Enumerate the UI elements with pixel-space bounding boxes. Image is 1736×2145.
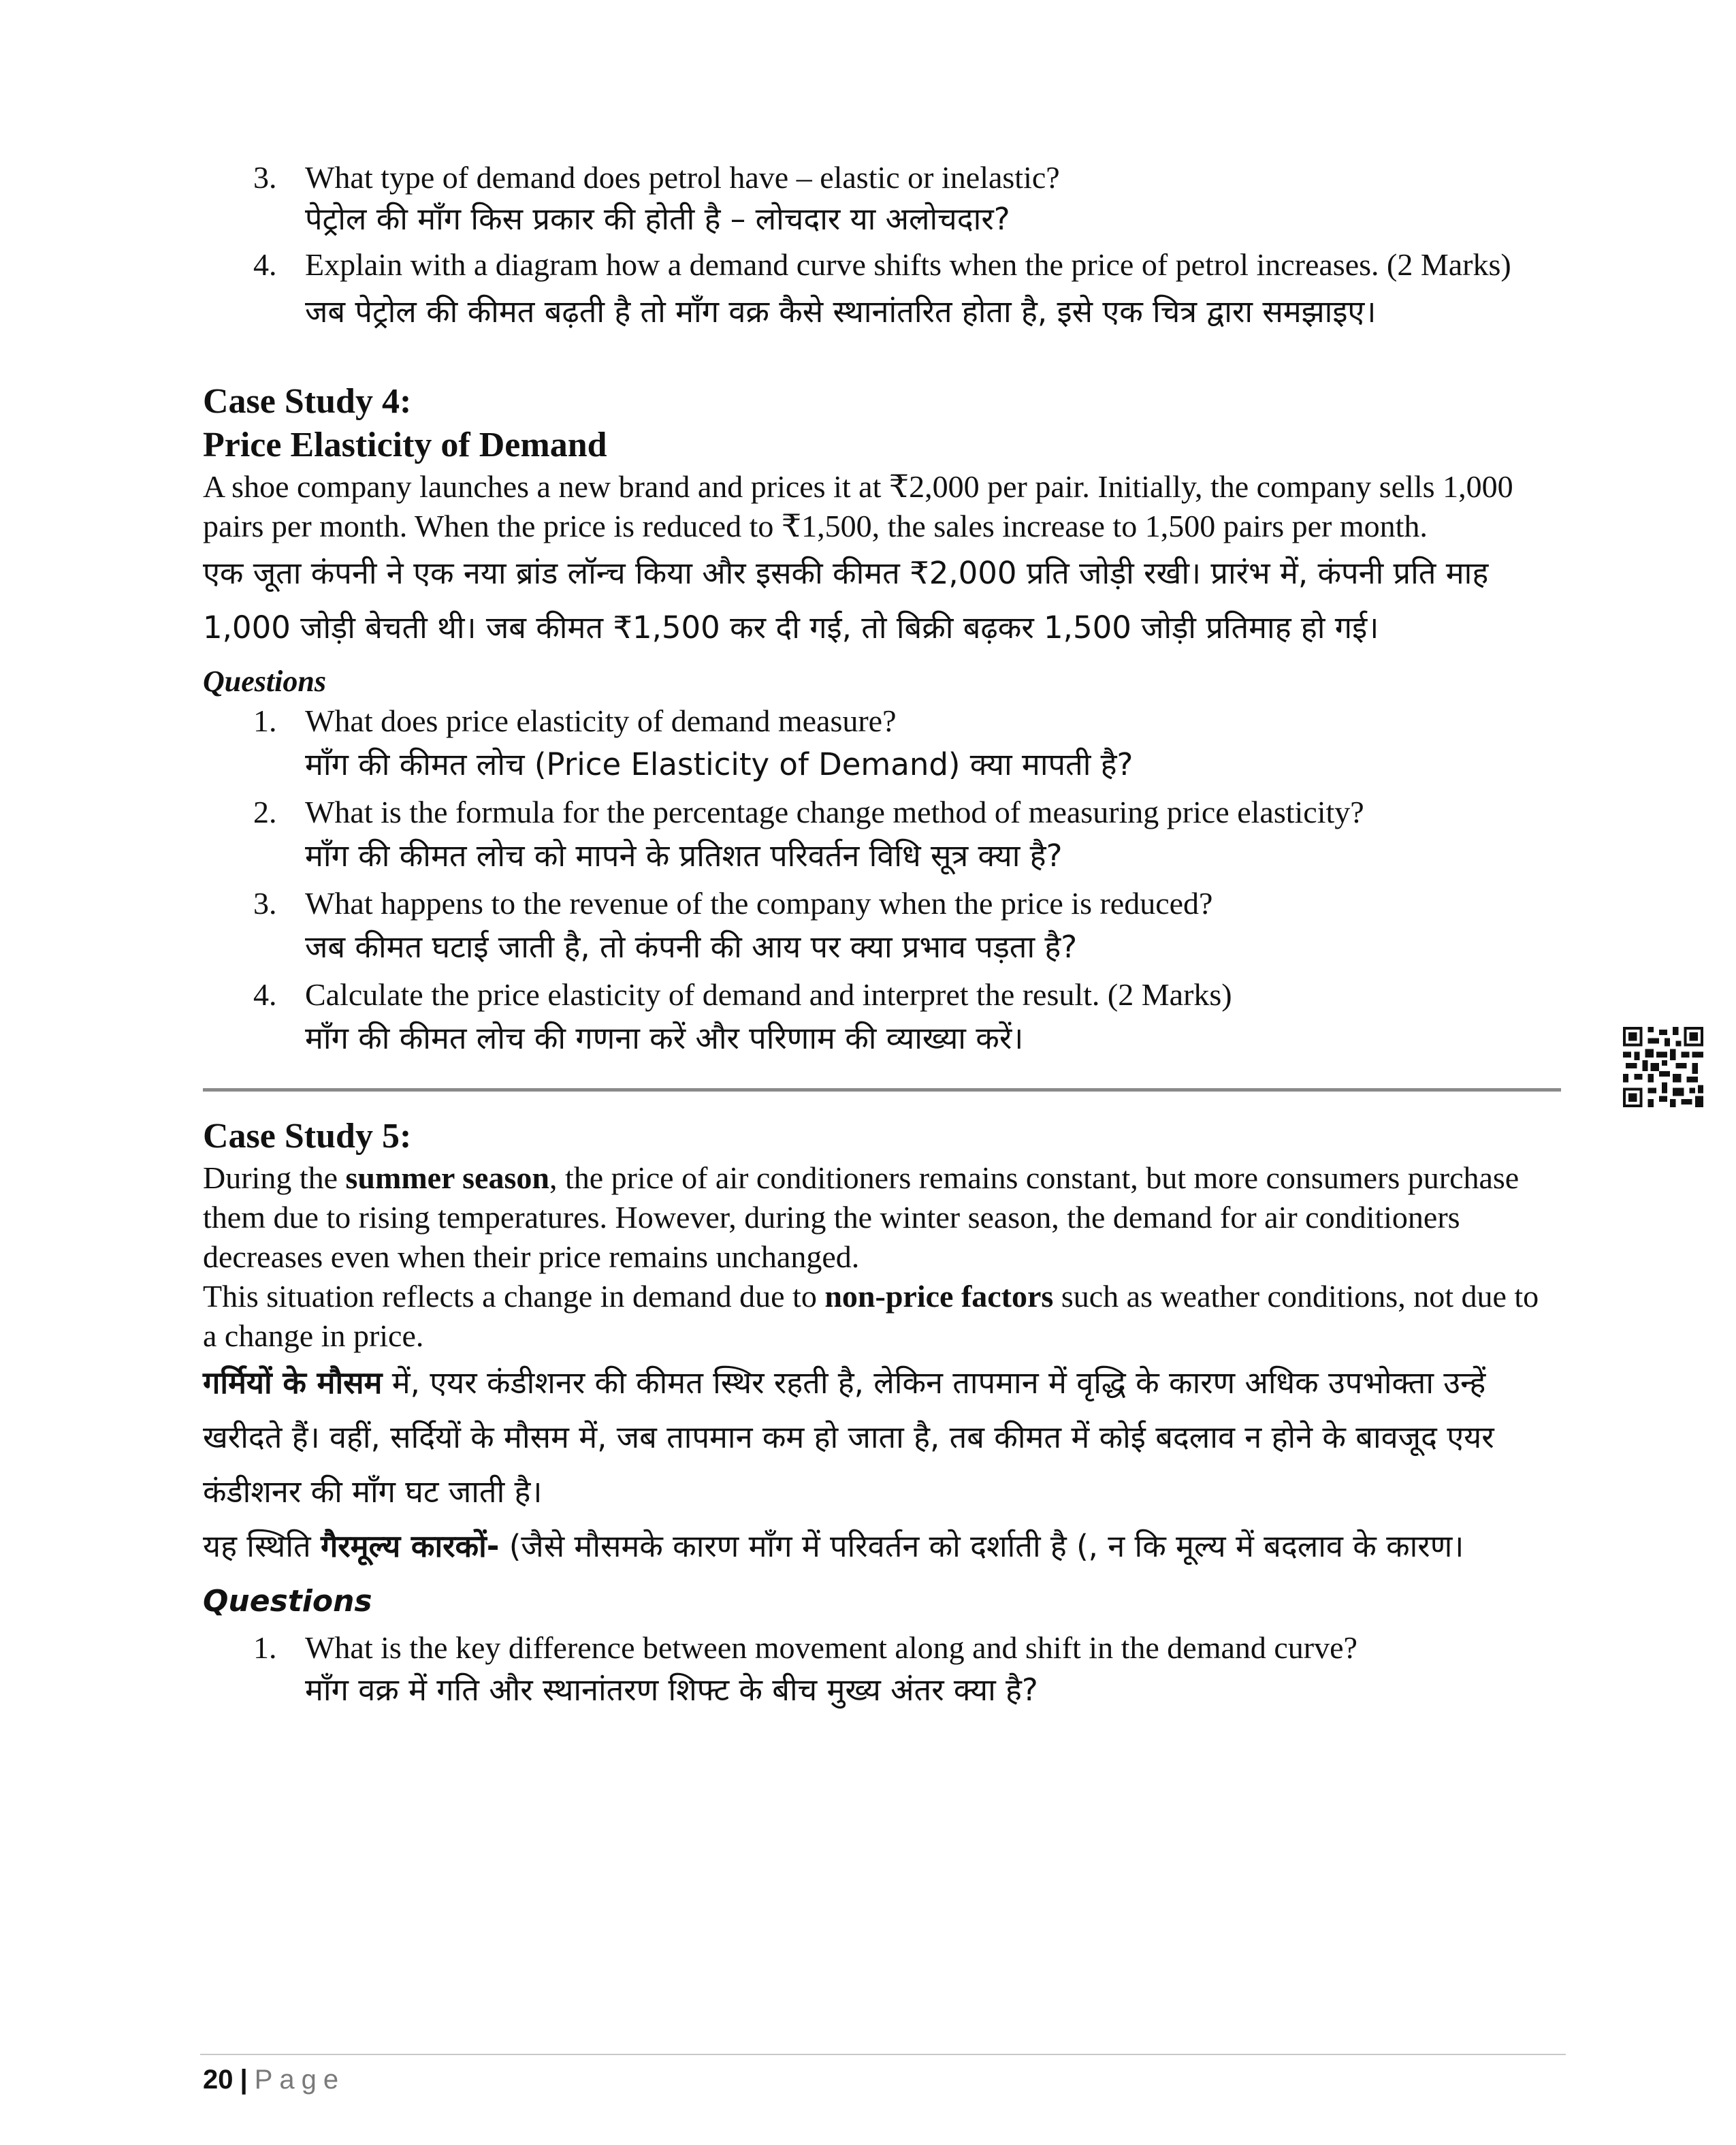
questions-label: Questions [203,665,326,698]
case-study-paragraph-hi [203,1356,1564,1519]
bold-term: गर्मियों के मौसम [203,1365,383,1401]
case-study-paragraph-en: A shoe company launches a new brand and prices it at ₹2,000 per pair. Initially, the company sells 1,000 pairs per month. When the price is reduced to ₹1,500, the sales increase to 1,500 pairs per month. [203,469,1513,543]
list-item [203,245,1564,339]
question-text-hi: माँग की कीमत लोच (Price Elasticity of Demand) क्या मापती है? [305,746,1134,782]
question-text-hi: माँग की कीमत लोच की गणना करें और परिणाम की व्याख्या करें। [305,1020,1024,1056]
text-run: , the price of air conditioners remains constant, but more consumers purchase them due to rising temperatures. However, during the winter season, the demand for air conditioners decreases even when their price remains unchanged. [203,1160,1520,1274]
question-text-hi: जब कीमत घटाई जाती है, तो कंपनी की आय पर क्या प्रभाव पड़ता है? [305,929,1078,965]
question-number: 4. [253,247,277,282]
question-text-hi: माँग वक्र में गति और स्थानांतरण शिफ्ट के बीच मुख्य अंतर क्या है? [305,1672,1038,1708]
question-text-en: What does price elasticity of demand measure? [305,703,897,738]
question-number: 3. [253,160,277,195]
footer-separator: | [240,2065,248,2095]
question-list [203,1628,1564,1713]
text-run: This situation reflects a change in demand due to [203,1279,825,1314]
question-number: 4. [253,977,277,1012]
question-text-en: Calculate the price elasticity of demand and interpret the result. (2 Marks) [305,977,1232,1012]
bold-term: non-price factors [824,1279,1054,1314]
questions-label: Questions [203,1584,372,1619]
case-study-4 [203,380,1564,1062]
text-run: such as weather conditions, not due to a change in price. [203,1279,1539,1353]
case-study-subheading: Price Elasticity of Demand [203,426,607,464]
question-list [203,701,1564,1062]
list-item [203,158,1564,241]
list-item [203,975,1564,1062]
case-study-paragraph-hi [203,1519,1564,1628]
question-text-en: Explain with a diagram how a demand curve shifts when the price of petrol increases. (2 Marks) [305,247,1511,282]
case-study-heading: Case Study 4: [203,382,412,421]
question-number: 2. [253,795,277,829]
continued-question-list [203,158,1564,339]
question-number: 1. [253,1630,277,1665]
case-study-paragraph-en [203,1277,1564,1356]
list-item [203,1628,1564,1713]
question-text-en: What happens to the revenue of the company when the price is reduced? [305,886,1213,921]
text-run: (जैसे मौसमके कारण माँग में परिवर्तन को दर्शाती है (, न कि मूल्य में बदलाव के कारण। [499,1528,1464,1564]
list-item [203,884,1564,971]
case-study-heading: Case Study 5: [203,1117,412,1156]
section-divider [203,1088,1561,1092]
question-text-hi: जब पेट्रोल की कीमत बढ़ती है तो माँग वक्र कैसे स्थानांतरित होता है, इसे एक चित्र द्वारा समझाइए। [305,293,1377,330]
page-label: Page [254,2065,346,2095]
list-item [203,701,1564,789]
footer-rule [200,2054,1566,2055]
case-study-paragraph-en [203,1158,1564,1277]
case-study-paragraph-hi: एक जूता कंपनी ने एक नया ब्रांड लॉन्च किया और इसकी कीमत ₹2,000 प्रति जोड़ी रखी। प्रारंभ में, कंपनी प्रति माह 1,000 जोड़ी बेचती थी। जब कीमत ₹1,500 कर दी गई, तो बिक्री बढ़कर 1,500 जोड़ी प्रतिमाह हो गई। [203,555,1489,646]
question-number: 3. [253,886,277,921]
question-text-en: What type of demand does petrol have – elastic or inelastic? [305,160,1060,195]
page-content [203,158,1564,1713]
question-text-hi: पेट्रोल की माँग किस प्रकार की होती है – लोचदार या अलोचदार? [305,201,1010,237]
page-number: 20 [203,2065,234,2095]
question-text-hi: माँग की कीमत लोच को मापने के प्रतिशत परिवर्तन विधि सूत्र क्या है? [305,838,1063,874]
question-text-en: What is the formula for the percentage change method of measuring price elasticity? [305,795,1364,829]
question-number: 1. [253,703,277,738]
list-item [203,793,1564,880]
qr-code-icon [1623,1027,1703,1107]
case-study-5 [203,1115,1564,1713]
text-run: During the [203,1160,346,1195]
text-run: में, एयर कंडीशनर की कीमत स्थिर रहती है, लेकिन तापमान में वृद्धि के कारण अधिक उपभोक्ता उन्हें खरीदते हैं। वहीं, सर्दियों के मौसम में, जब तापमान कम हो जाता है, तब कीमत में कोई बदलाव न होने के बावजूद एयर कंडीशनर की माँग घट जाती है। [203,1365,1494,1510]
question-text-en: What is the key difference between movement along and shift in the demand curve? [305,1630,1357,1665]
text-run: यह स्थिति [203,1528,321,1564]
page-footer [203,2062,345,2097]
bold-term: गैरमूल्य कारकों- [320,1528,500,1564]
bold-term: summer season [345,1160,549,1195]
